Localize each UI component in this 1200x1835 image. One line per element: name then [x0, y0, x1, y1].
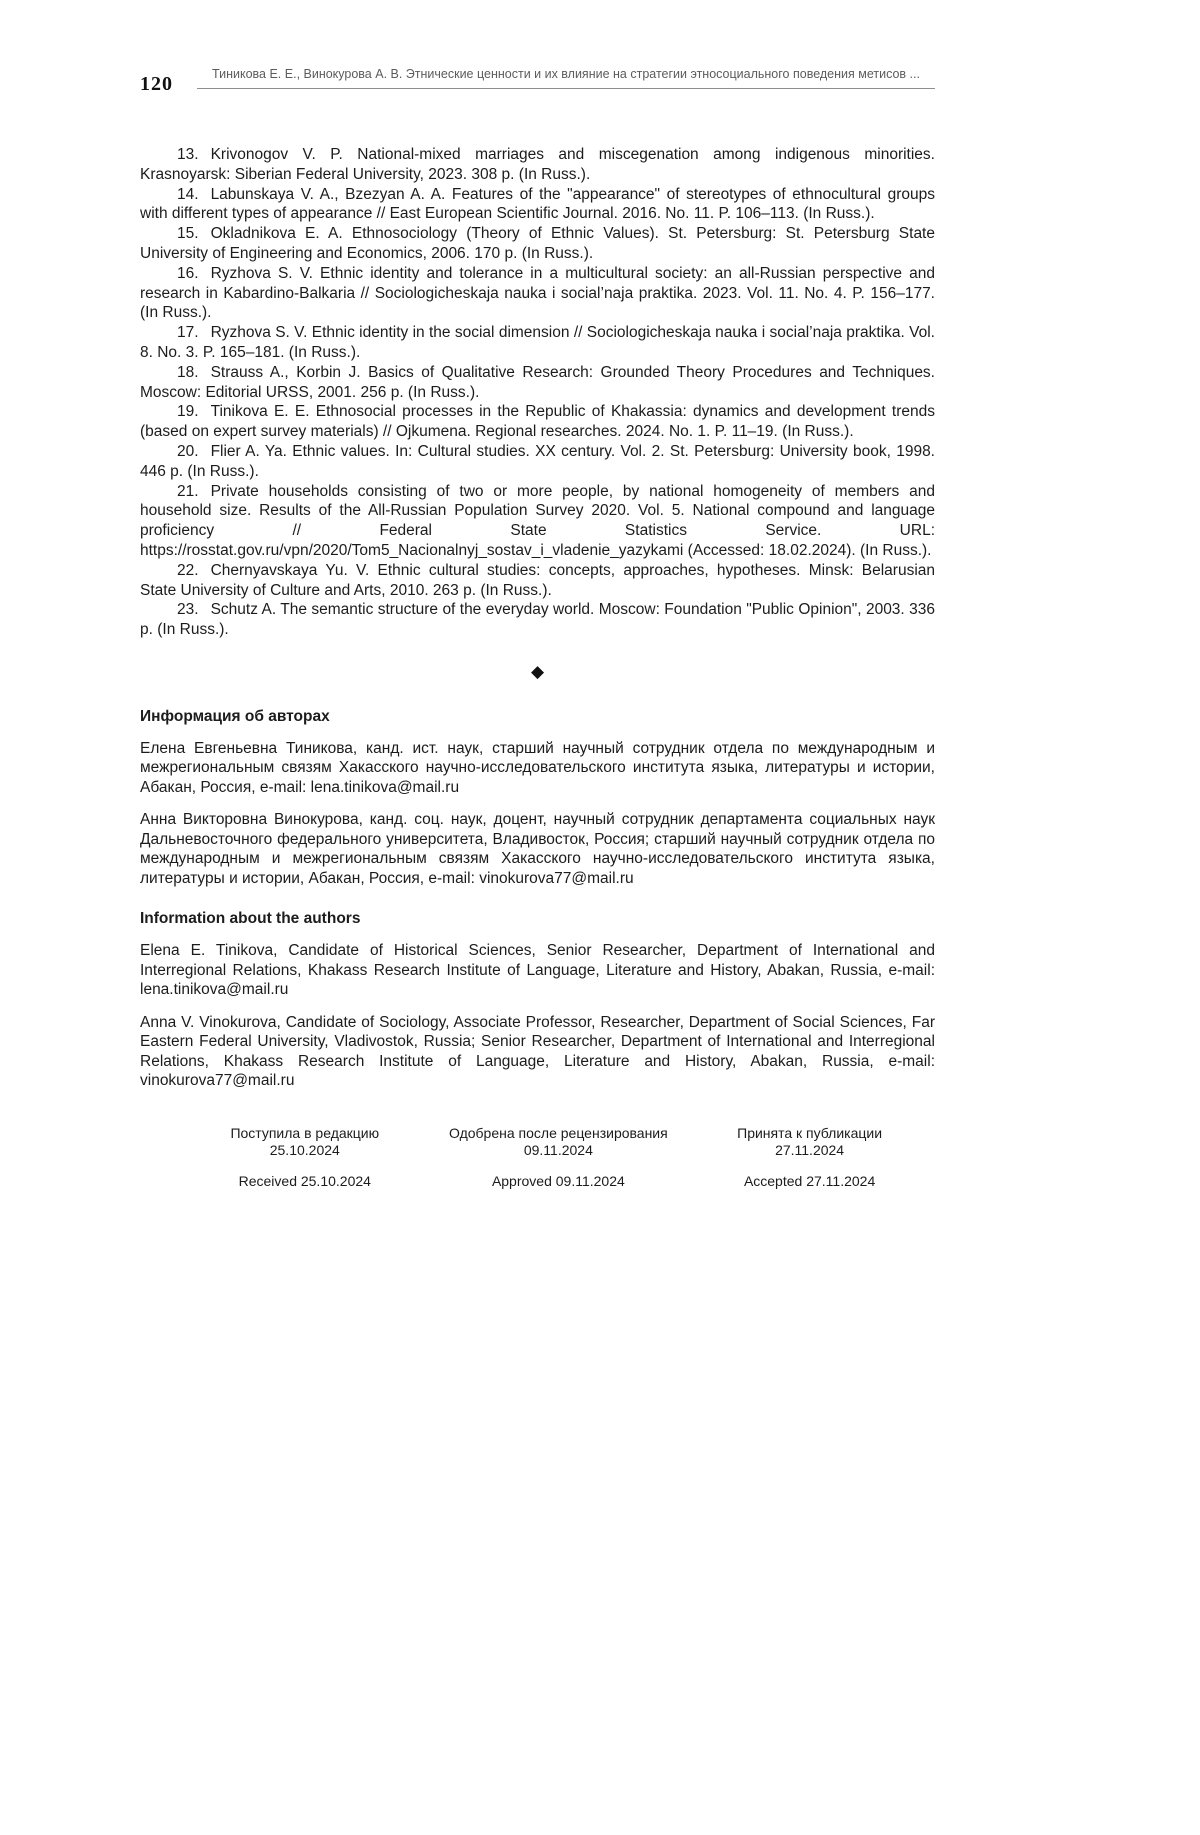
reference-number: 18. — [177, 363, 199, 381]
reference-text: Ryzhova S. V. Ethnic identity in the social dimension // Sociologicheskaja nauka i social’naja praktika. Vol. 8. No. 3. P. 165–181. (In Russ.). — [140, 324, 935, 361]
reference-item — [140, 224, 935, 264]
reference-item — [140, 482, 935, 561]
references-section — [140, 145, 935, 640]
diamond-icon: ◆ — [530, 661, 545, 681]
authors-info-en-heading: Information about the authors — [140, 910, 361, 928]
reference-text: Labunskaya V. A., Bzezyan A. A. Features of the "appearance" of stereotypes of ethnocultural groups with different types of appearance // East European Scientific Journal. 2016. No. 11. P. 106–113. (In Russ.). — [140, 185, 935, 223]
reference-number: 22. — [177, 561, 199, 579]
reference-item — [140, 363, 935, 403]
date-column — [702, 1125, 917, 1190]
date-en: Approved 09.11.2024 — [491, 1172, 625, 1189]
authors-info-en-section — [140, 909, 935, 1090]
author-bio-text: Анна Викторовна Винокурова, канд. соц. наук, доцент, научный сотрудник департамента социальных наук Дальневосточного федерального университета, Владивосток, Россия; старший научный сотрудник отдела по международным и межрегиональным связям Хакасского научно-исследовательского института языка, литературы и истории, Абакан, Россия, e-mail: — [140, 811, 935, 887]
reference-item — [140, 145, 935, 185]
reference-text: Flier A. Ya. Ethnic values. In: Cultural studies. XX century. Vol. 2. St. Petersburg: University book, 1998. 446 p. (In Russ.). — [140, 442, 935, 480]
reference-text: Okladnikova E. A. Ethnosociology (Theory of Ethnic Values). St. Petersburg: St. Petersburg State University of Engineering and Economics, 2006. 170 p. (In Russ.). — [140, 225, 935, 262]
page-number: 120 — [140, 73, 173, 95]
email-link[interactable]: vinokurova77@mail.ru — [479, 869, 634, 887]
reference-text: Tinikova E. E. Ethnosocial processes in the Republic of Khakassia: dynamics and development trends (based on expert survey materials) // Ojkumena. Regional researches. 2024. No. 1. P. 11–19. (In Russ.). — [140, 403, 935, 441]
authors-info-ru-heading: Информация об авторах — [140, 707, 330, 725]
date-en: Accepted 27.11.2024 — [743, 1172, 876, 1189]
reference-text: Ryzhova S. V. Ethnic identity and tolerance in a multicultural society: an all-Russian perspective and research in Kabardino-Balkaria // Sociologicheskaja nauka i social’naja praktika. 2023. Vol. 11. No. 4. P. 156–177. (In Russ.). — [140, 264, 935, 322]
section-divider — [140, 663, 935, 680]
reference-text: Krivonogov V. P. National-mixed marriages and miscegenation among indigenous minorities. Krasnoyarsk: Siberian Federal University, 2023. 308 p. (In Russ.). — [140, 146, 935, 183]
author-bio-en — [140, 1013, 935, 1091]
reference-number: 15. — [177, 225, 199, 243]
reference-text: Strauss A., Korbin J. Basics of Qualitative Research: Grounded Theory Procedures and Techniques. Moscow: Editorial URSS, 2001. 256 p. (In Russ.). — [140, 363, 935, 401]
running-title: Тиникова Е. Е., Винокурова А. В. Этнические ценности и их влияние на стратегии этносоциального поведения метисов ... — [197, 67, 935, 89]
reference-text: Chernyavskaya Yu. V. Ethnic cultural studies: concepts, approaches, hypotheses. Minsk: Belarusian State University of Culture and Arts, 2010. 263 p. (In Russ.). — [140, 561, 935, 599]
date-ru: Одобрена после рецензирования 09.11.2024 — [449, 1124, 668, 1158]
reference-item — [140, 561, 935, 601]
author-bio-text: Elena E. Tinikova, Candidate of Historical Sciences, Senior Researcher, Department of International and Interregional Relations, Khakass Research Institute of Language, Literature and History, Abakan, Russia, e-mail: — [140, 942, 935, 979]
date-ru: Принята к публикации 27.11.2024 — [737, 1124, 883, 1158]
email-link[interactable]: lena.tinikova@mail.ru — [310, 778, 460, 796]
date-en: Received 25.10.2024 — [238, 1172, 371, 1189]
author-bio-text: Anna V. Vinokurova, Candidate of Sociology, Associate Professor, Researcher, Department of Social Sciences, Far Eastern Federal University, Vladivostok, Russia; Senior Researcher, Department of International and Interregional Relations, Khakass Research Institute of Language, Literature and History, Abakan, Russia, e-mail: — [140, 1013, 935, 1070]
page-content — [140, 145, 935, 1190]
reference-number: 17. — [177, 324, 199, 342]
author-bio-en — [140, 941, 935, 1000]
reference-item — [140, 600, 935, 640]
reference-item — [140, 402, 935, 442]
reference-number: 13. — [177, 146, 199, 163]
reference-item — [140, 323, 935, 363]
reference-item — [140, 264, 935, 323]
reference-number: 14. — [177, 185, 199, 203]
reference-number: 23. — [177, 601, 199, 619]
email-link[interactable]: vinokurova77@mail.ru — [140, 1072, 295, 1090]
authors-info-ru-section — [140, 707, 935, 888]
reference-number: 20. — [177, 442, 199, 460]
reference-number: 16. — [177, 264, 199, 282]
date-column — [195, 1125, 415, 1190]
author-bio-ru — [140, 810, 935, 888]
reference-item — [140, 442, 935, 482]
reference-number: 21. — [177, 482, 199, 500]
reference-text: Schutz A. The semantic structure of the everyday world. Moscow: Foundation "Public Opinion", 2003. 336 p. (In Russ.). — [140, 601, 935, 639]
email-link[interactable]: lena.tinikova@mail.ru — [140, 981, 289, 999]
reference-item — [140, 185, 935, 225]
author-bio-ru — [140, 739, 935, 798]
running-head — [140, 66, 935, 95]
submission-dates — [140, 1125, 935, 1190]
date-ru: Поступила в редакцию 25.10.2024 — [230, 1124, 380, 1158]
reference-number: 19. — [177, 403, 199, 421]
reference-text: Private households consisting of two or more people, by national homogeneity of members and household size. Results of the All-Russian Population Survey 2020. Vol. 5. National compound and language proficiency // Federal State Statistics Service. URL: https://rosstat.gov.ru/vpn/2020/Tom5_Nacionalnyj_sostav_i_vladenie_yazykami (Accessed: 18.02.2024). (In Russ.). — [140, 482, 935, 559]
author-bio-text: Елена Евгеньевна Тиникова, канд. ист. наук, старший научный сотрудник отдела по международным и межрегиональным связям Хакасского научно-исследовательского института языка, литературы и истории, Абакан, Россия, e-mail: — [140, 739, 935, 796]
date-column — [415, 1125, 703, 1190]
